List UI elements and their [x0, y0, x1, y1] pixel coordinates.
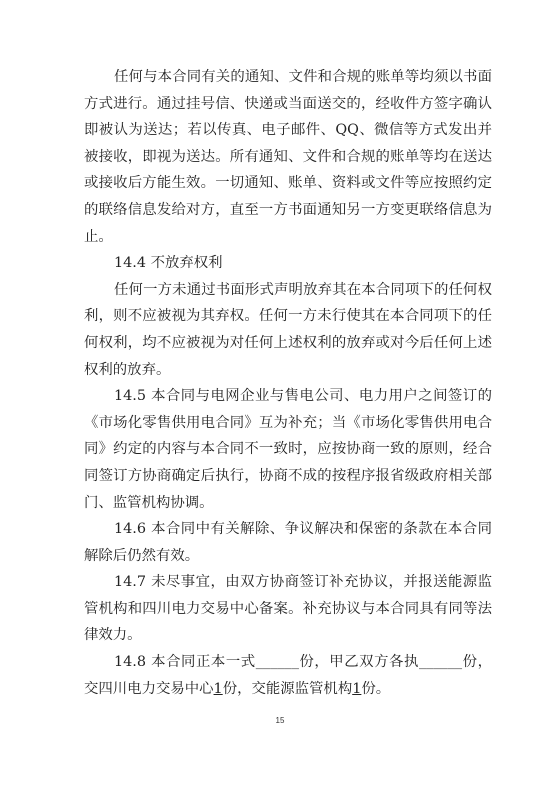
blank-line: ______ [418, 654, 463, 671]
paragraph-14-7: 14.7 未尽事宜，由双方协商签订补充协议，并报送能源监管机构和四川电力交易中心备案。补充协议与本合同具有同等法律效力。 [84, 574, 492, 644]
copy-count: 1 [352, 680, 362, 697]
paragraph-14-5: 14.5 本合同与电网企业与售电公司、电力用户之间签订的《市场化零售供用电合同》互为补充；当《市场化零售供用电合同》约定的内容与本合同不一致时，应按协商一致的原则，经合同签订方协商确定后执行，协商不成的按程序报省级政府相关部门、监管机构协调。 [84, 388, 492, 511]
copy-count: 1 [213, 680, 223, 697]
paragraph-14-8 [84, 649, 492, 702]
paragraph-14-6: 14.6 本合同中有关解除、争议解决和保密的条款在本合同解除后仍然有效。 [84, 521, 492, 564]
clause-text: 份。 [361, 680, 391, 697]
paragraph-no-waiver: 任何一方未通过书面形式声明放弃其在本合同项下的任何权利，则不应被视为其弃权。任何一方未行使其在本合同项下的任何权利，均不应被视为对任何上述权利的放弃或对今后任何上述权利的放弃。 [84, 281, 492, 378]
page-number: 15 [275, 716, 285, 725]
paragraph-notices: 任何与本合同有关的通知、文件和合规的账单等均须以书面方式进行。通过挂号信、快递或当面送交的，经收件方签字确认即被认为送达；若以传真、电子邮件、QQ、微信等方式发出并被接收，即视为送达。所有通知、文件和合规的账单等均在送达或接收后方能生效。一切通知、账单、资料或文件等应按照约定的联络信息发给对方，直至一方书面通知另一方变更联络信息为止。 [84, 69, 492, 245]
clause-text: 14.8 本合同正本一式 [114, 654, 256, 671]
clause-text: 份，甲乙双方各执 [298, 654, 419, 671]
clause-text: 份，交能源监管机构 [222, 680, 353, 697]
page-body [84, 64, 492, 702]
blank-line: ______ [255, 654, 299, 671]
clause-text: 份，交四川电力交易中心 [84, 654, 492, 697]
section-heading-14-4: 14.4 不放弃权利 [114, 255, 223, 272]
